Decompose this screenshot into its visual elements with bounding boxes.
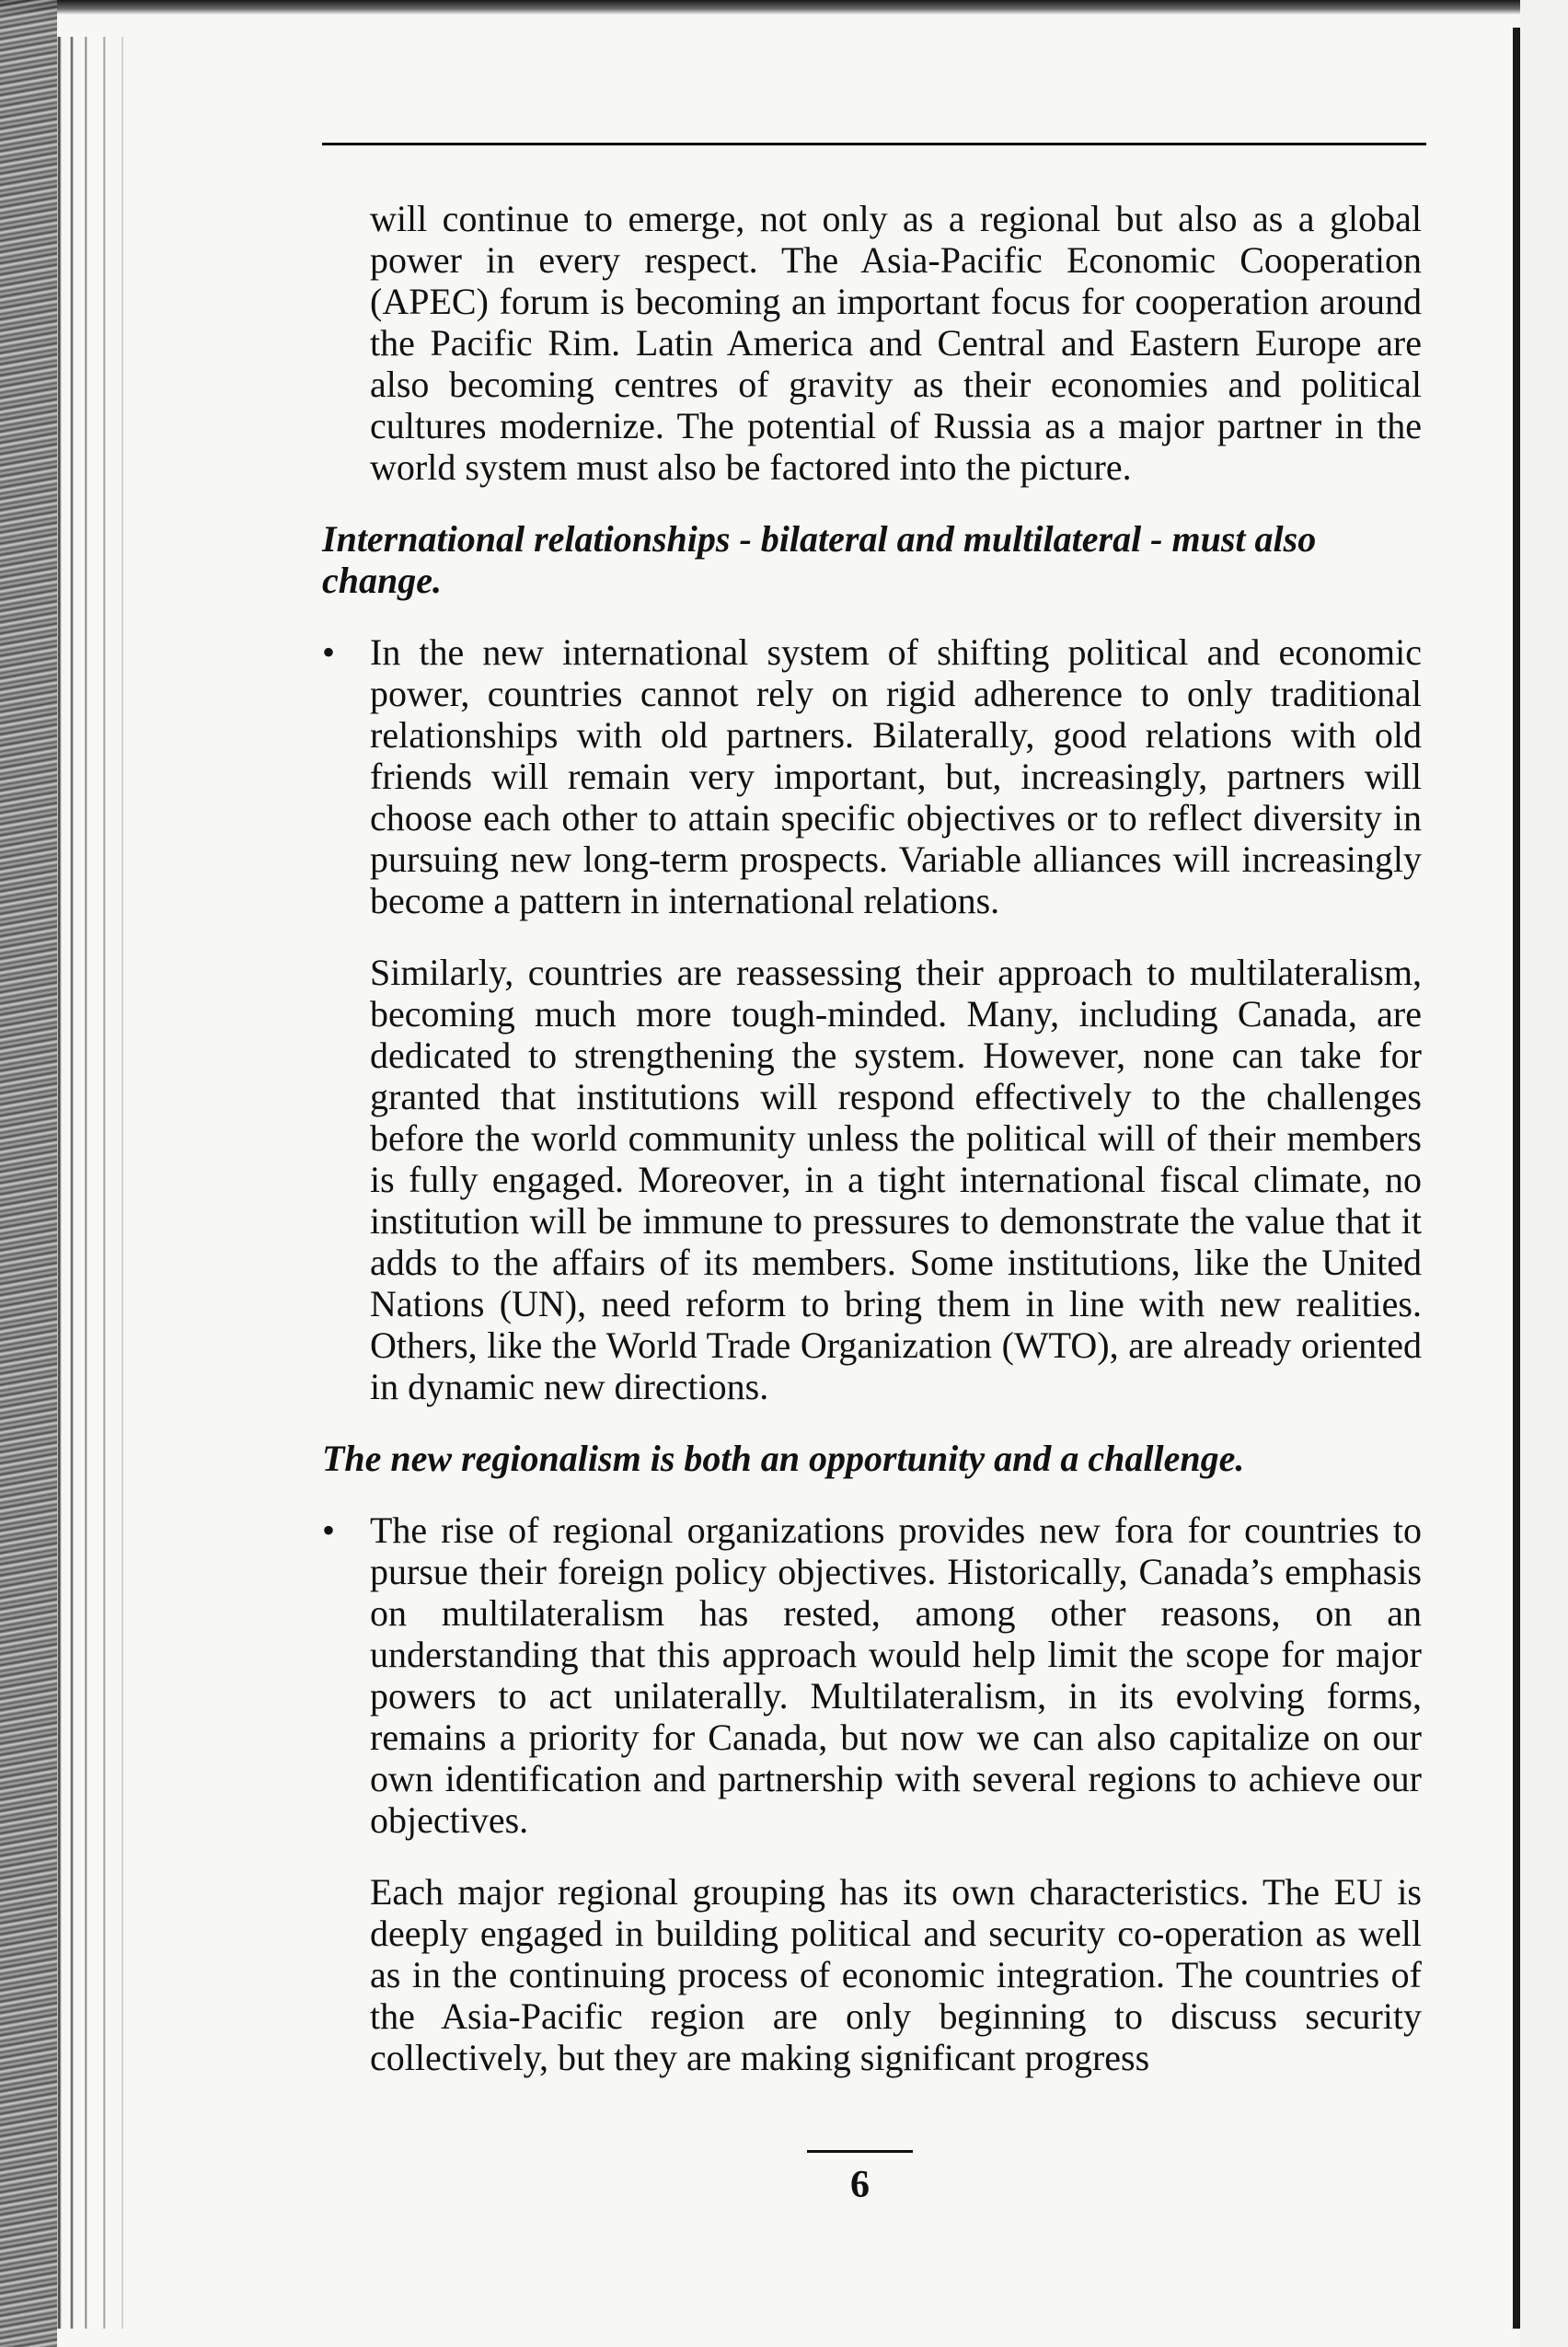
bullet-item-regional-organizations xyxy=(322,1509,1422,1841)
paragraph-multilateralism: Similarly, countries are reassessing their approach to multilateralism, becoming much more tough-minded. Many, including Canada, are dedicated to strengthening the system. However, none can take for granted that institutions will respond effectively to the challenges before the world community unless the political will of their members is fully engaged. Moreover, in a tight international fiscal climate, no institution will be immune to pressures to demonstrate the value that it adds to the affairs of its members. Some institutions, like the United Nations (UN), need reform to bring them in line with new realities. Others, like the World Trade Organization (WTO), are already oriented in dynamic new directions. xyxy=(370,952,1422,1407)
page-right-edge xyxy=(1513,28,1520,2329)
header-rule xyxy=(322,143,1426,145)
bullet-marker: • xyxy=(322,631,336,673)
heading-international-relationships: International relationships - bilateral and multilateral - must also change. xyxy=(322,518,1317,601)
bullet-marker: • xyxy=(322,1509,336,1551)
paragraph-regional-grouping: Each major regional grouping has its own characteristics. The EU is deeply engaged in building political and security co-operation as well as in the continuing process of economic integration. The countries of the Asia-Pacific region are only beginning to discuss security collectively, but they are making significant progress xyxy=(370,1871,1422,2078)
paragraph-global-power: will continue to emerge, not only as a regional but also as a global power in every respect. The Asia-Pacific Economic Cooperation (APEC) forum is becoming an important focus for cooperation around the Pacific Rim. Latin America and Central and Eastern Europe are also becoming centres of gravity as their economies and political cultures modernize. The potential of Russia as a major partner in the world system must also be factored into the picture. xyxy=(370,198,1422,488)
bullet-text: The rise of regional organizations provides new fora for countries to pursue their foreign policy objectives. Historically, Canada’s emphasis on multilateralism has rested, among other reasons, on an understanding that this approach would help limit the scope for major powers to act unilaterally. Multilateralism, in its evolving forms, remains a priority for Canada, but now we can also capitalize on our own identification and partnership with several regions to achieve our objectives. xyxy=(370,1509,1422,1841)
scan-top-edge xyxy=(0,0,1568,15)
bullet-text: In the new international system of shifting political and economic power, countries cannot rely on rigid adherence to only traditional relationships with old partners. Bilaterally, good relations with old friends will remain very important, but, increasingly, partners will choose each other to attain specific objectives or to reflect diversity in pursuing new long-term prospects. Variable alliances will increasingly become a pattern in international relations. xyxy=(370,631,1422,921)
footer-rule xyxy=(807,2150,913,2153)
book-binding-edge xyxy=(0,0,57,2347)
bullet-item-shifting-power xyxy=(322,631,1422,921)
document-body xyxy=(322,198,1422,2109)
heading-new-regionalism: The new regionalism is both an opportunity and a challenge. xyxy=(322,1438,1245,1479)
binding-shadow-lines xyxy=(57,37,140,2329)
page-number: 6 xyxy=(850,2164,870,2206)
scan-right-margin xyxy=(1520,0,1568,2347)
